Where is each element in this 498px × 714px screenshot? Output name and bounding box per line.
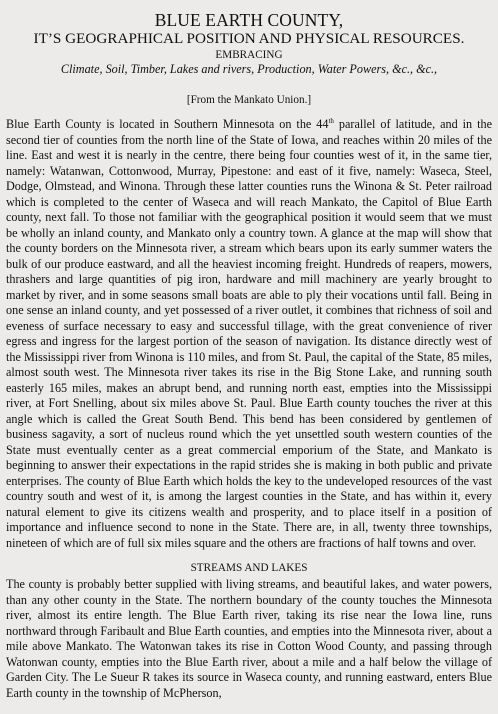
topics-line: Climate, Soil, Timber, Lakes and rivers, Production, Water Powers, &c., &c., [60,62,438,76]
article-title: BLUE EARTH COUNTY, [154,10,344,30]
article-body [6,117,492,701]
paragraph-location [6,117,492,551]
embracing-label: EMBRACING [215,49,283,61]
paragraph-lead: Blue Earth County is located in Southern Minnesota on the 44 [6,117,329,131]
paragraph-rest: parallel of latitude, and in the second tier of counties from the north line of the State of Iowa, and reaches within 20 miles of the line. East and west it is nearly in the centre, there being four counties west of it, in the same tier, namely: Watanwan, Cottonwood, Murray, Pipestone: and east of it five, namely: Waseca, Steel, Dodge, Olmstead, and Winona. Through these latter counties runs the Winona & St. Peter railroad which is completed to the center of Waseca and will reach Mankato, the Capitol of Blue Earth county, next fall. To those not familiar with the geographical position it would seem that we must be wholly an inland county, and Mankato only a country town. A glance at the map will show that the county borders on the Minnesota river, a stream which bears upon its early summer waters the bulk of our produce eastward, and all the heaviest incoming freight. Hundreds of reapers, mowers, thrashers and large quantities of pig iron, hardware and mill machinery are yearly brought to market by river, and in some seasons small boats are able to ply their vocations until fall. Being in one sense an inland county, and yet possessed of a river outlet, it combines that richness of soil and eveness of surface necessary to easy and successful tillage, with the great convenience of river egress and ingress for the largest portion of the season of navigation. Its distance directly west of the Mississippi river from Winona is 110 miles, and from St. Paul, the capital of the State, 85 miles, almost south west. The Minnesota river takes its rise in the Big Stone Lake, and running south easterly 165 miles, makes an abrupt bend, and running north east, empties into the Mississippi river, at Fort Snelling, about six miles above St. Paul. Blue Earth county touches the river at this angle which is called the Great South Bend. This bend has been considered by gentlemen of business sagavity, a sort of nucleus round which the yet unsettled south western counties of the State must eventually center as a great commercial emporium of the State, and Mankato is beginning to answer their expectations in the rapid strides she is making in both public and private enterprises. The county of Blue Earth which holds the key to the undeveloped resources of the vast country south and west of it, is among the largest counties in the State, and has within it, every natural element to give its citizens wealth and prosperity, and to place itself in a position of importance and influence second to none in the State. There are, in all, twenty three townships, nineteen of which are of full six miles square and the others are fractions of half towns and over. [6,117,492,550]
paragraph-streams: The county is probably better supplied with living streams, and beautiful lakes, and water powers, than any other county in the State. The northern boundary of the county touches the Minnesota river, almost its entire length. The Blue Earth river, taking its rise near the Iowa line, runs northward through Faribault and Blue Earth counties, and empties into the Minnesota river, about a mile above Mankato. The Watonwan takes its rise in Cotton Wood County, and passing through Watonwan county, empties into the Blue Earth river, about a mile and a half below the village of Garden City. The Le Sueur R takes its source in Waseca county, and running eastward, enters Blue Earth county in the township of McPherson, [6,577,492,700]
section-heading-streams: STREAMS AND LAKES [190,562,308,574]
source-note: [From the Mankato Union.] [186,94,312,106]
ordinal-suffix: th [328,116,334,125]
article-header [6,10,492,107]
article-subtitle: IT’S GEOGRAPHICAL POSITION AND PHYSICAL RESOURCES. [33,30,465,47]
